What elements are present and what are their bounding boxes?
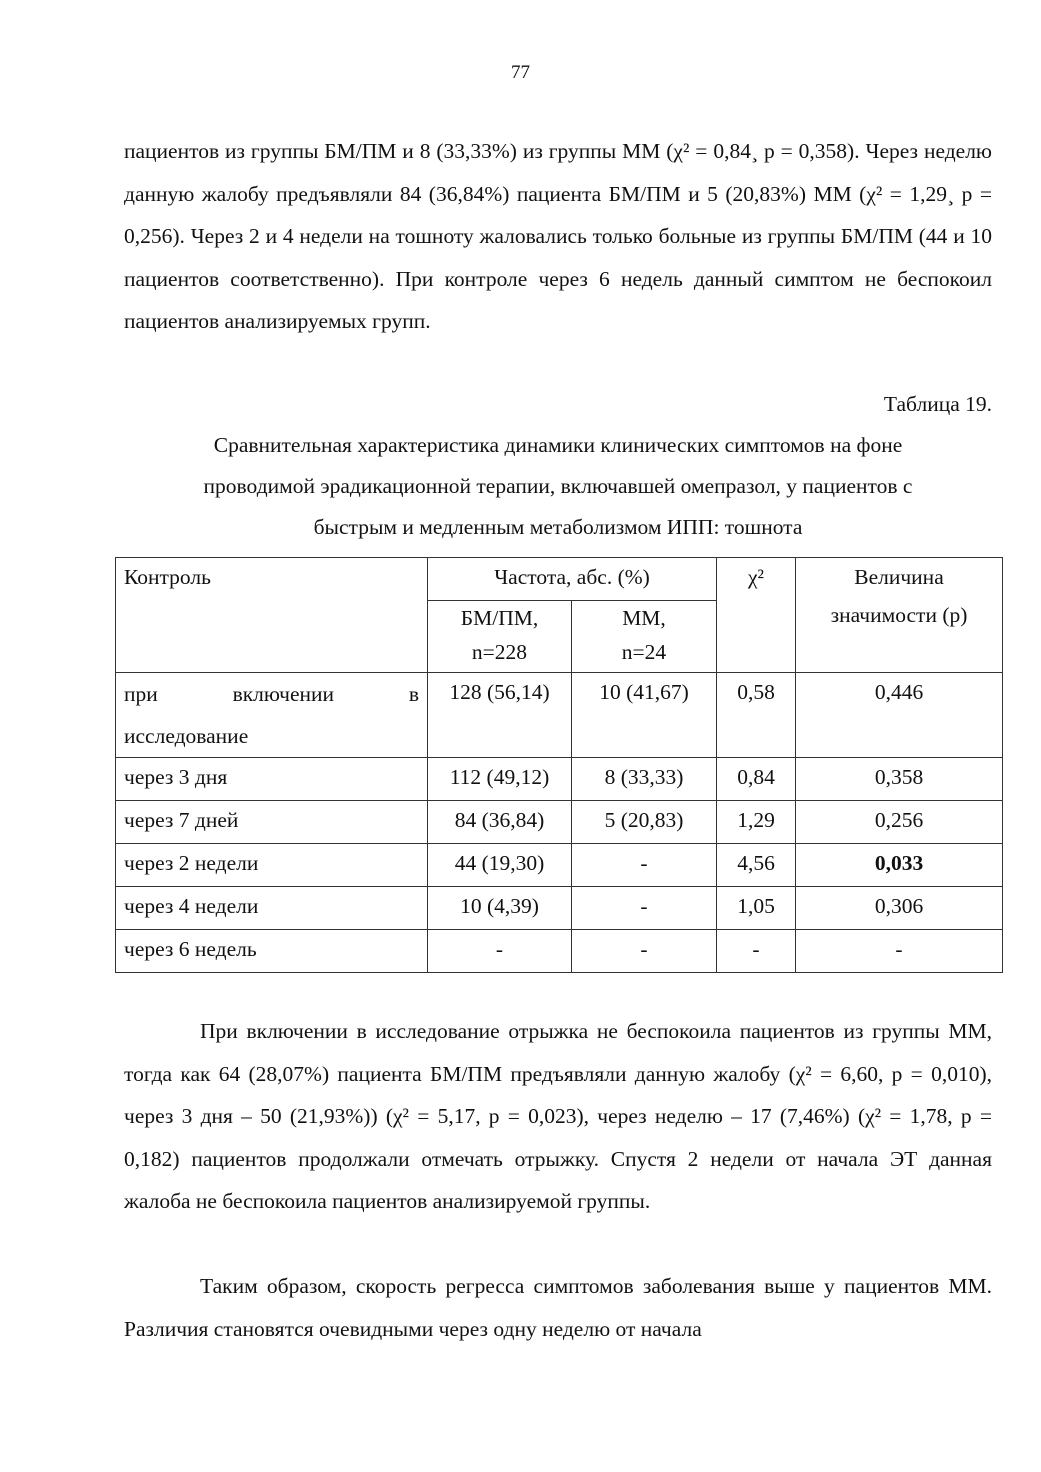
row-p: 0,306 — [796, 887, 1003, 930]
body-paragraph-1: пациентов из группы БМ/ПМ и 8 (33,33%) из группы ММ (χ² = 0,84¸ p = 0,358). Через неделю данную жалобу предъявляли 84 (36,84%) пациента БМ/ПМ и 5 (20,83%) ММ (χ² = 1,29¸ p = 0,256). Через 2 и 4 недели на тошноту жаловались только больные из группы БМ/ПМ (44 и 10 пациентов соответственно). При контроле через 6 недель данный симптом не беспокоил пациентов анализируемых групп. — [124, 139, 992, 333]
table-row — [116, 930, 1003, 973]
body-paragraph-3: Таким образом, скорость регресса симптомов заболевания выше у пациентов ММ. Различия становятся очевидными через одну неделю от начала — [124, 1274, 992, 1341]
row-slow: - — [572, 887, 717, 930]
row-control-line-2: исследование — [124, 724, 249, 748]
row-control-line-1: при включении в — [124, 682, 419, 706]
header-group-slow — [572, 601, 717, 673]
row-p: 0,256 — [796, 801, 1003, 844]
header-group-fast — [428, 601, 572, 673]
row-chi: 0,58 — [717, 673, 796, 758]
table-row — [116, 758, 1003, 801]
row-control: через 6 недель — [116, 930, 428, 973]
row-chi: 4,56 — [717, 844, 796, 887]
row-slow: 8 (33,33) — [572, 758, 717, 801]
row-fast: 10 (4,39) — [428, 887, 572, 930]
row-slow: - — [572, 930, 717, 973]
header-significance — [796, 558, 1003, 673]
row-control: через 7 дней — [116, 801, 428, 844]
row-fast: 128 (56,14) — [428, 673, 572, 758]
table-row — [116, 801, 1003, 844]
row-fast: 44 (19,30) — [428, 844, 572, 887]
row-fast: - — [428, 930, 572, 973]
row-chi: 0,84 — [717, 758, 796, 801]
header-chi: χ² — [717, 558, 796, 673]
table-caption — [124, 425, 992, 548]
row-fast: 84 (36,84) — [428, 801, 572, 844]
row-slow: 10 (41,67) — [572, 673, 717, 758]
body-paragraph-2: При включении в исследование отрыжка не беспокоила пациентов из группы ММ, тогда как 64 (28,07%) пациента БМ/ПМ предъявляли данную жалобу (χ² = 6,60, р = 0,010), через 3 дня – 50 (21,93%)) (χ² = 5,17, р = 0,023), через неделю – 17 (7,46%) (χ² = 1,78, р = 0,182) пациентов продолжали отмечать отрыжку. Спустя 2 недели от начала ЭТ данная жалоба не беспокоила пациентов анализируемой группы. — [124, 1019, 992, 1213]
row-control: через 4 недели — [116, 887, 428, 930]
header-group-slow-line-2: n=24 — [621, 640, 667, 664]
table-caption-line-3: быстрым и медленным метаболизмом ИПП: тошнота — [313, 515, 803, 539]
table-row — [116, 844, 1003, 887]
row-p: 0,446 — [796, 673, 1003, 758]
row-fast: 112 (49,12) — [428, 758, 572, 801]
row-chi: - — [717, 930, 796, 973]
row-control: через 2 недели — [116, 844, 428, 887]
header-significance-line-1: Величина — [854, 565, 944, 589]
row-p: - — [796, 930, 1003, 973]
row-chi: 1,29 — [717, 801, 796, 844]
row-control — [116, 673, 428, 758]
row-slow: 5 (20,83) — [572, 801, 717, 844]
table-caption-line-1: Сравнительная характеристика динамики клинических симптомов на фоне — [213, 433, 903, 457]
header-group-slow-line-1: ММ, — [622, 606, 666, 630]
page-number: 77 — [511, 62, 530, 83]
row-p: 0,358 — [796, 758, 1003, 801]
header-frequency: Частота, абс. (%) — [428, 558, 717, 601]
table-header-row — [116, 558, 1003, 601]
header-significance-line-2: значимости (р) — [830, 603, 968, 627]
row-control: через 3 дня — [116, 758, 428, 801]
table-row — [116, 673, 1003, 758]
results-table — [115, 557, 1003, 973]
header-group-fast-line-1: БМ/ПМ, — [460, 606, 539, 630]
table-caption-line-2: проводимой эрадикационной терапии, включавшей омепразол, у пациентов с — [203, 474, 913, 498]
table-row — [116, 887, 1003, 930]
row-chi: 1,05 — [717, 887, 796, 930]
table-label: Таблица 19. — [883, 392, 992, 416]
row-slow: - — [572, 844, 717, 887]
header-control: Контроль — [116, 558, 428, 673]
row-p-significant: 0,033 — [796, 844, 1003, 887]
header-group-fast-line-2: n=228 — [471, 640, 528, 664]
